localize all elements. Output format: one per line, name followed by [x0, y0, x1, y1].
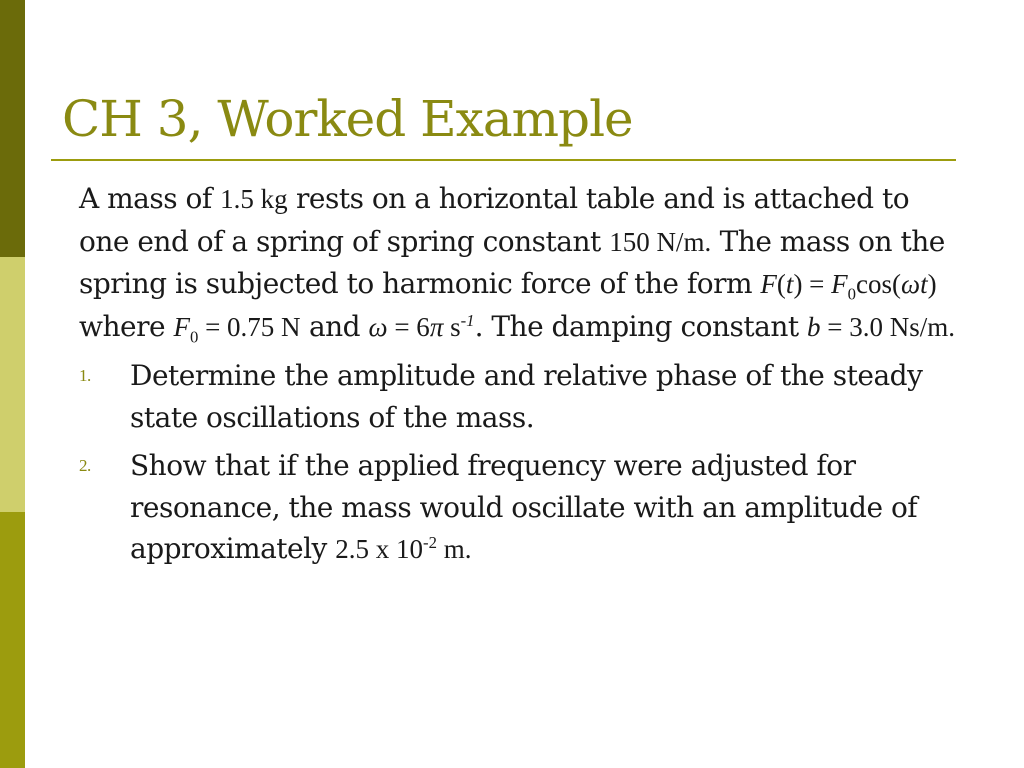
sidebar-bottom-band — [0, 512, 25, 768]
sidebar-middle-band — [0, 257, 25, 512]
slide-body — [79, 178, 959, 578]
list-number: 1. — [79, 366, 91, 385]
force-formula: $F(t) = F_0\cos(\omega t)$ — [760, 269, 937, 304]
mass-value: 1.5 kg — [220, 184, 288, 214]
resonance-amplitude-value: 2.5 x $10^{-2}$ m. — [335, 533, 472, 564]
slide-title: CH 3, Worked Example — [62, 90, 633, 148]
spring-constant-value: 150 N/m. — [609, 226, 712, 257]
problem-statement: A mass of 1.5 kg rests on a horizontal table and is attached to one end of a spring of spring constant 150 N/m. The mass on the spring is subjected to harmonic force of the form $F(t) = F_0\cos(\omega t)$ where $F_0 = 0.75$ N and ω = 6π $s^{-1}$. The damping constant b = 3.0 Ns/m. — [79, 182, 956, 346]
amplitude-force-value: $F_0 = 0.75$ N — [173, 311, 301, 346]
list-item: 2. Show that if the applied frequency were adjusted for resonance, the mass would oscillate with an amplitude of approximately 2.5 x $10^{-2}$ m. — [79, 445, 959, 571]
task-list — [79, 355, 959, 571]
title-underline — [51, 159, 956, 161]
list-item: 1. Determine the amplitude and relative phase of the steady state oscillations of the mass. — [79, 355, 959, 438]
damping-constant-value: b = 3.0 Ns/m. — [807, 311, 956, 342]
sidebar-top-band — [0, 0, 25, 257]
angular-frequency-value: ω = 6π $s^{-1}$ — [368, 310, 475, 342]
list-number: 2. — [79, 456, 91, 475]
